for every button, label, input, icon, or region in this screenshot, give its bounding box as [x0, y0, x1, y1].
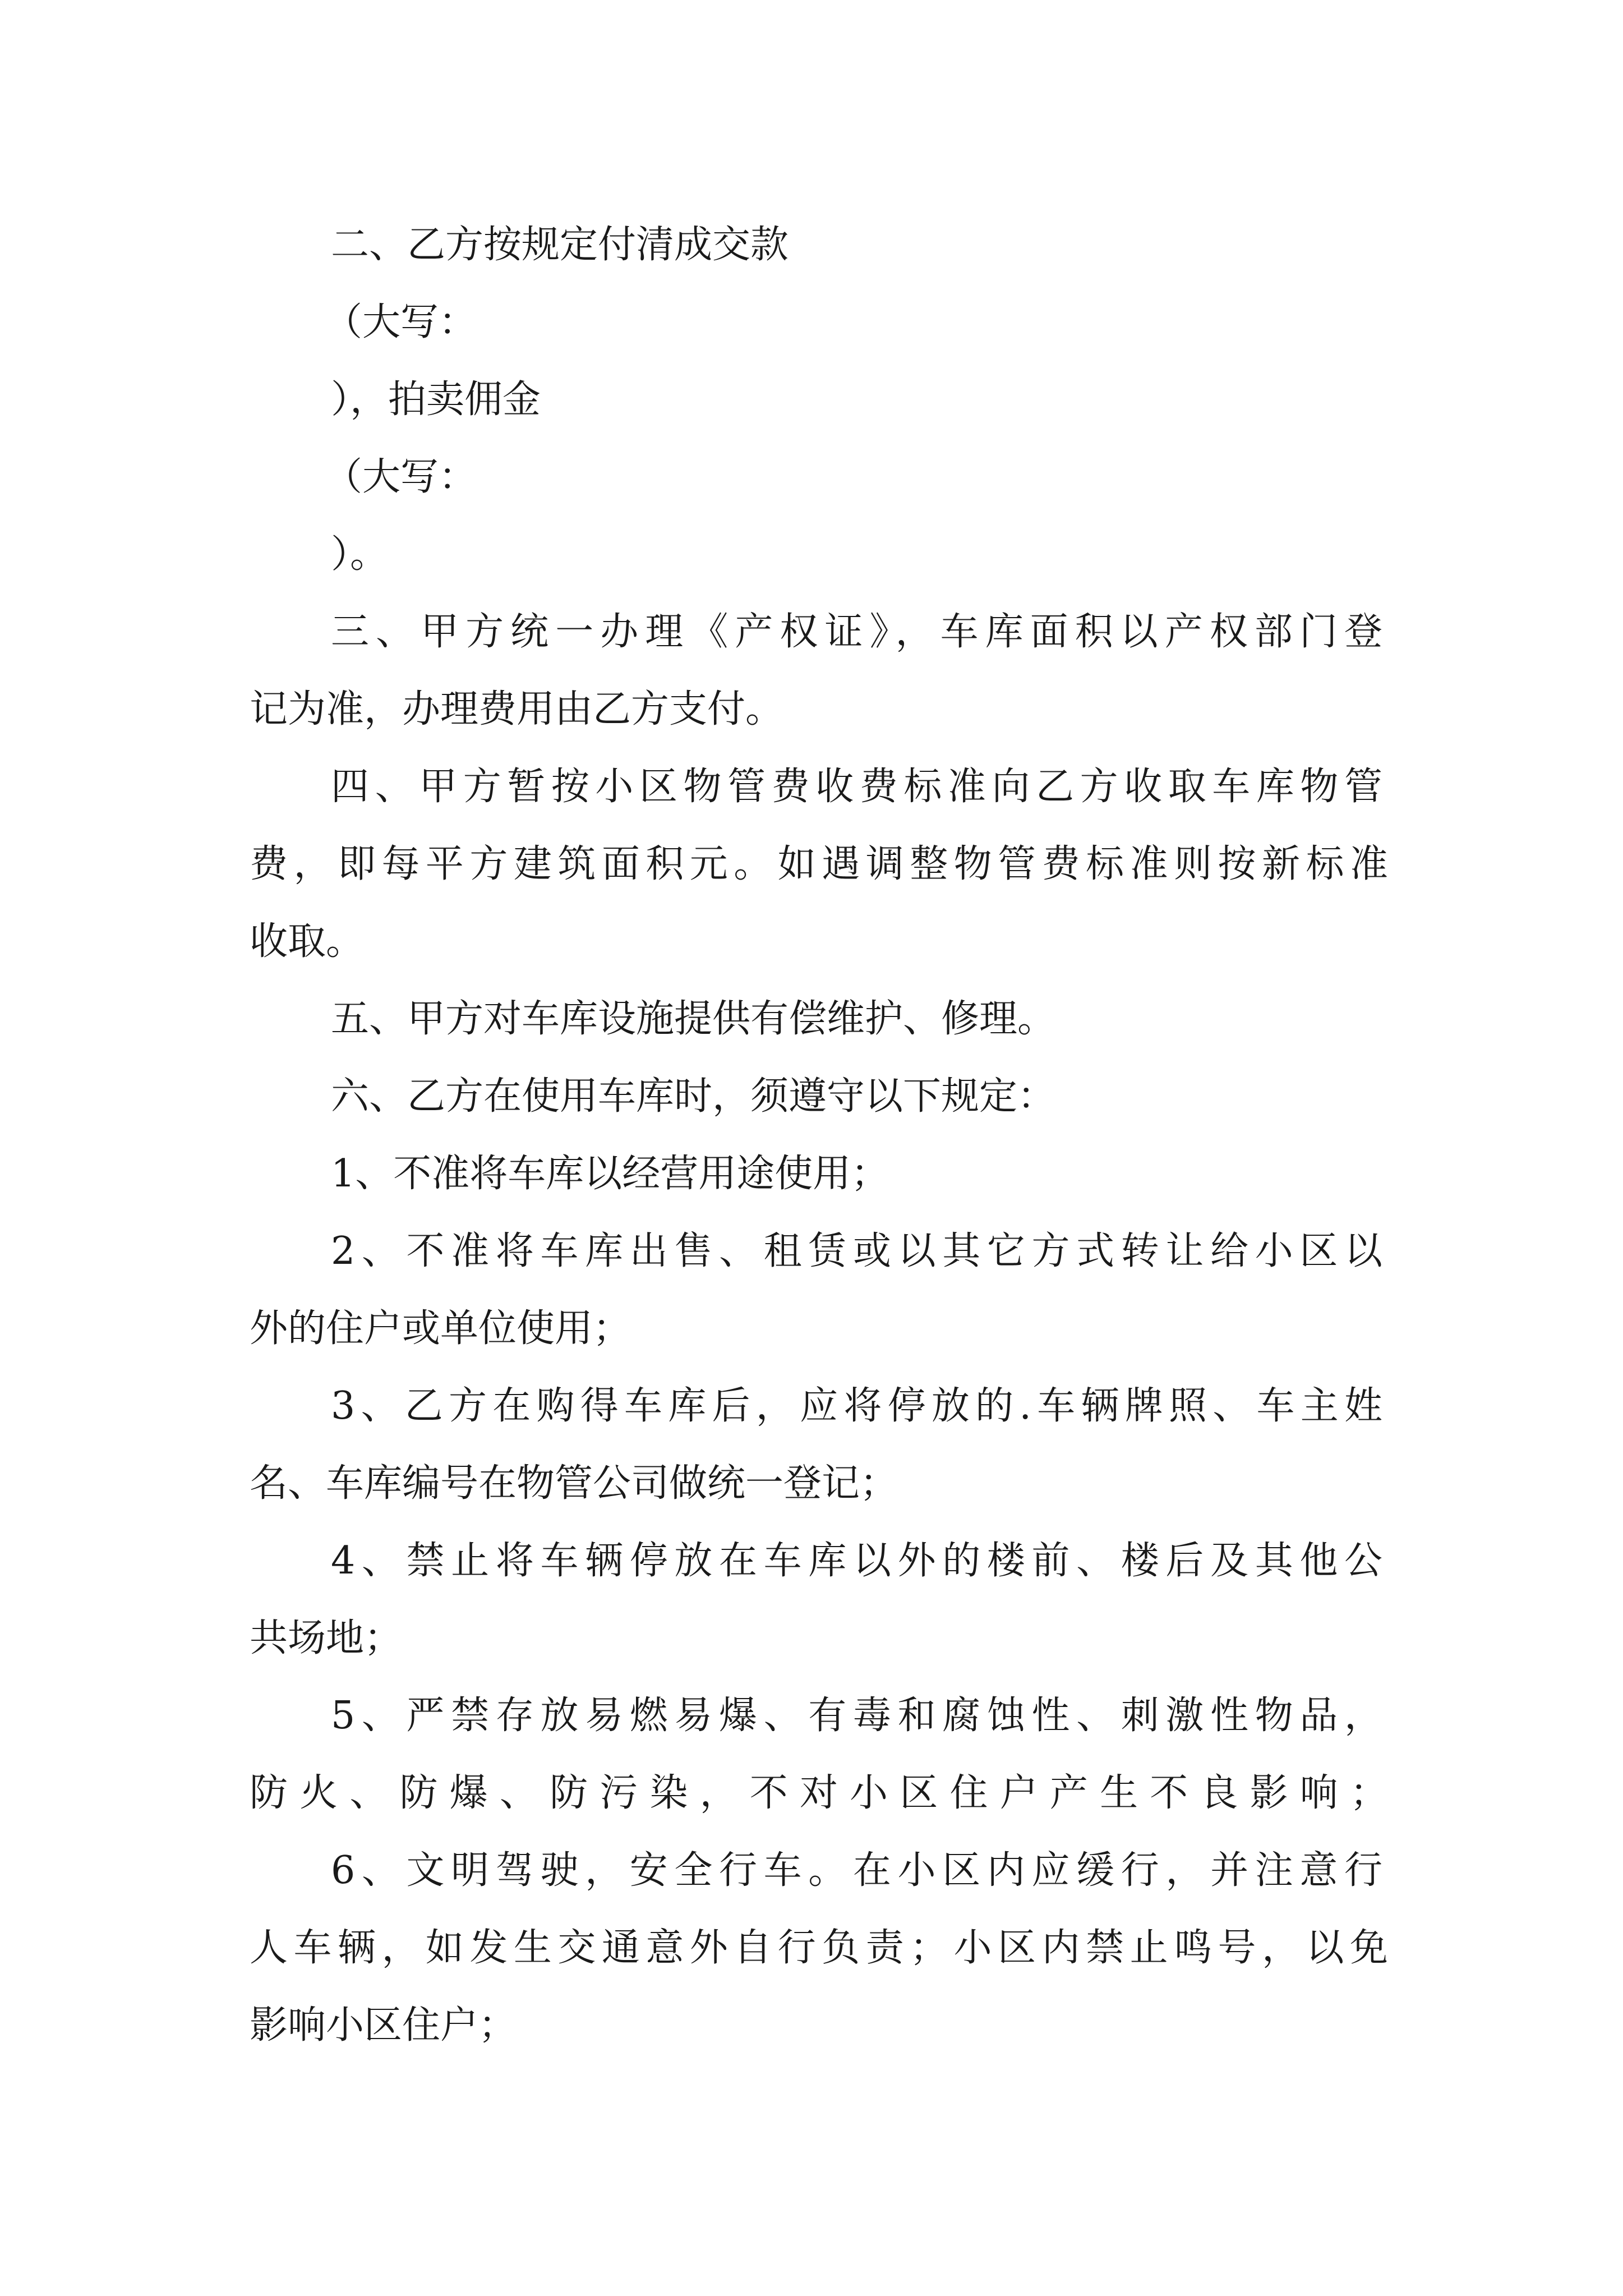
rule-4-line-2: 共场地；	[250, 1616, 403, 1660]
rule-5-line-1: 5、严禁存放易燃易爆、有毒和腐蚀性、刺激性物品，	[331, 1694, 1382, 1738]
rule-2-line-1: 2、不准将车库出售、租赁或以其它方式转让给小区以	[331, 1229, 1382, 1273]
section-4-line-3: 收取。	[250, 919, 365, 964]
section-5: 五、甲方对车库设施提供有偿维护、修理。	[331, 997, 1056, 1041]
rule-6-line-2: 人车辆，如发生交通意外自行负责；小区内禁止鸣号，以免	[250, 1926, 1388, 1970]
section-4-line-1: 四、甲方暂按小区物管费收费标准向乙方收取车库物管	[331, 765, 1382, 809]
auction-commission-line: ），拍卖佣金	[331, 378, 541, 422]
section-2-heading: 二、乙方按规定付清成交款	[331, 223, 789, 267]
rule-6-line-1: 6、文明驾驶，安全行车。在小区内应缓行，并注意行	[331, 1848, 1382, 1893]
uppercase-amount-label-2: （大写：	[324, 455, 477, 499]
rule-3-line-2: 名、车库编号在物管公司做统一登记；	[250, 1461, 898, 1506]
closing-paren-line: ）。	[331, 532, 389, 577]
rule-6-line-3: 影响小区住户；	[250, 2003, 517, 2047]
rule-4-line-1: 4、禁止将车辆停放在车库以外的楼前、楼后及其他公	[331, 1539, 1382, 1583]
rule-2-line-2: 外的住户或单位使用；	[250, 1306, 631, 1351]
rule-3-line-1: 3、乙方在购得车库后，应将停放的.车辆牌照、车主姓	[331, 1384, 1382, 1428]
section-3-line-1: 三、甲方统一办理《产权证》，车库面积以产权部门登	[331, 610, 1382, 654]
section-3-line-2: 记为准，办理费用由乙方支付。	[250, 687, 784, 731]
section-6-heading: 六、乙方在使用车库时，须遵守以下规定：	[331, 1074, 1056, 1119]
uppercase-amount-label-1: （大写：	[324, 300, 477, 344]
rule-1: 1、不准将车库以经营用途使用；	[331, 1152, 889, 1196]
section-4-line-2: 费，即每平方建筑面积元。如遇调整物管费标准则按新标准	[250, 842, 1388, 886]
rule-5-line-2: 防火、防爆、防污染，不对小区住户产生不良影响；	[250, 1771, 1388, 1815]
